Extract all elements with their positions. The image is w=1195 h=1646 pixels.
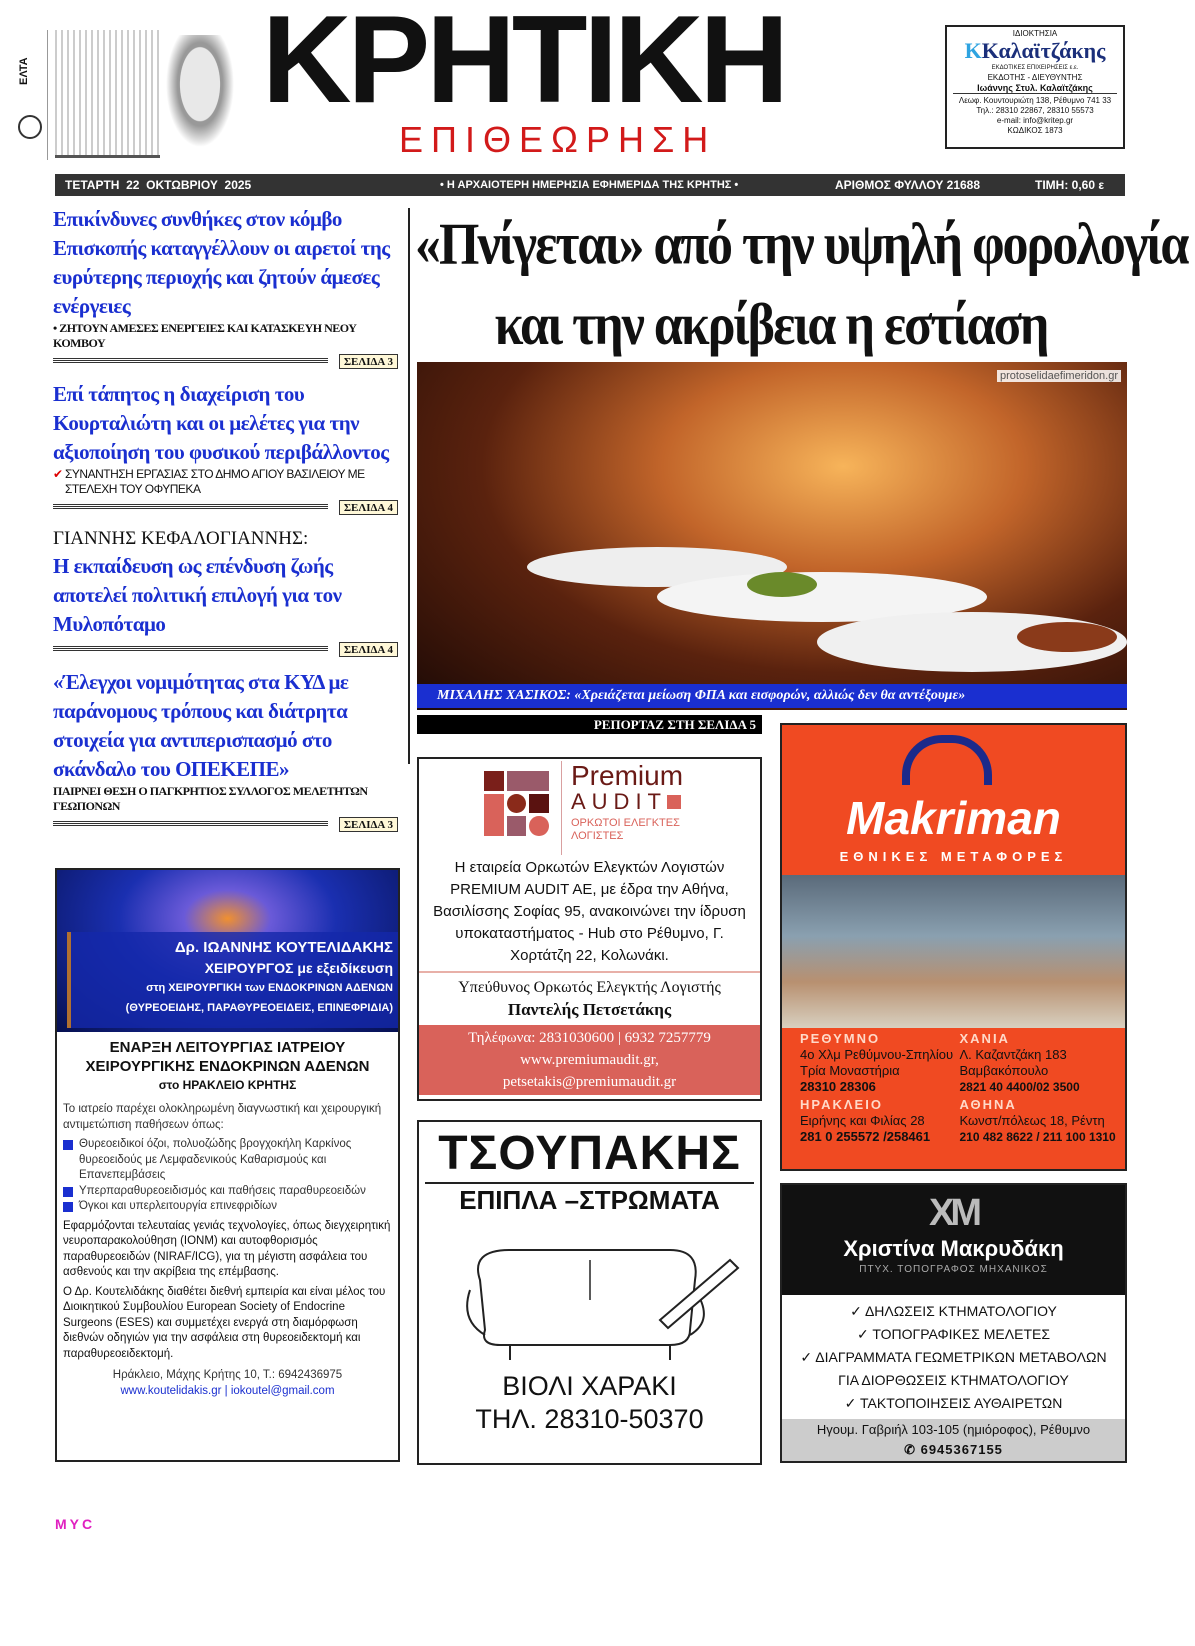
story-episkopi[interactable]: Επικίνδυνες συνθήκες στον κόμβο Επισκοπής καταγγέλλουν οι αιρετοί της ευρύτερης περιοχής και ζητούν άμεσες ενέργειες • ΖΗΤΟΥΝ ΑΜΕΣΕΣ ΕΝΕΡΓΕΙΕΣ ΚΑΙ ΚΑΤΑΣΚΕΥΗ ΝΕΟΥ ΚΟΜΒΟΥ ΣΕΛΙΔΑ 3 (53, 205, 398, 370)
ad-makriman[interactable]: Makriman ΕΘΝΙΚΕΣ ΜΕΤΑΦΟΡΕΣ ΡΕΘΥΜΝΟ 4ο Χλμ Ρεθύμνου-Σπηλίου Τρία Μοναστήρια 28310 28306 ΧΑΝΙΑ Λ. Καζαντζάκη 183 Βαμβακόπουλο 2821 40 4400/02 3500 ΗΡΑΚΛΕΙΟ Ειρήνης και Φιλίας 28 281 0 255572 /258461 ΑΘΗΝΑ Κωνστ/πόλεως 18, Ρέντη 210 482 8622 / 211 100 1310 (780, 723, 1127, 1171)
report-page-bar[interactable]: ΡΕΠΟΡΤΑΖ ΣΤΗ ΣΕΛΙΔΑ 5 (417, 715, 762, 734)
church-illustration (55, 30, 160, 158)
left-stories (53, 205, 398, 843)
thyroid-banner: Δρ. ΙΩΑΝΝΗΣ ΚΟΥΤΕΛΙΔΑΚΗΣ ΧΕΙΡΟΥΡΓΟΣ με εξειδίκευση στη ΧΕΙΡΟΥΡΓΙΚΗ των ΕΝΔΟΚΡΙΝΩΝ ΑΔΕΝΩΝ (ΘΥΡΕΟΕΙΔΗΣ, ΠΑΡΑΘΥΡΕΟΕΙΔΕΙΣ, ΕΠΙΝΕΦΡΙΔΙΑ) (57, 870, 398, 1032)
sofa-sketch-icon (440, 1220, 740, 1370)
branch-chania: ΧΑΝΙΑ Λ. Καζαντζάκη 183 Βαμβακόπουλο 2821 40 4400/02 3500 (959, 1031, 1080, 1094)
main-headline[interactable]: «Πνίγεται» από την υψηλή φορολογία και την ακρίβεια η εστίαση (415, 211, 1188, 358)
ad-premium-audit[interactable]: Premium AUDIT ΟΡΚΩΤΟΙ ΕΛΕΓΚΤΕΣ ΛΟΓΙΣΤΕΣ Η εταιρεία Ορκωτών Ελεγκτών Λογιστών PREMIUM AUDIT AE, με έδρα την Αθήνα, Βασιλίσσης Σοφίας 95, ανακοινώνει την ίδρυση υποκαταστήματος - Hub στο Ρέθυμνο, Γ. Χορτάτζη 22, Κολωνάκι. Υπεύθυνος Ορκωτός Ελεγκτής Λογιστής Παντελής Πετσετάκης Τηλέφωνα: 2831030600 | 6932 7257779 www.premiumaudit.gr, petsetakis@premiumaudit.gr (417, 757, 762, 1101)
doctor-website[interactable]: www.koutelidakis.gr | iokoutel@gmail.com (120, 1384, 335, 1397)
branch-athens: ΑΘΗΝΑ Κωνστ/πόλεως 18, Ρέντη 210 482 8622 / 211 100 1310 (959, 1097, 1116, 1144)
warehouse-photo (782, 875, 1125, 1028)
price: ΤΙΜΗ: 0,60 ε (1035, 178, 1105, 192)
ad-tsoupakis[interactable]: ΤΣΟΥΠΑΚΗΣ ΕΠΙΠΛΑ –ΣΤΡΩΜΑΤΑ ΒΙΟΛΙ ΧΑΡΑΚΙ ΤΗΛ. 28310-50370 (417, 1120, 762, 1465)
story-opekepe[interactable]: «Έλεγχοι νομιμότητας στα ΚΥΔ με παράνομους τρόπους και διάτρητα στοιχεία για αντιπερισπασμό στο σκάνδαλο του ΟΠΕΚΕΠΕ» ΠΑΙΡΝΕΙ ΘΕΣΗ Ο ΠΑΓΚΡΗΤΙΟΣ ΣΥΛΛΟΓΟΣ ΜΕΛΕΤΗΤΩΝ ΓΕΩΠΟΝΩΝ ΣΕΛΙΔΑ 3 (53, 668, 398, 833)
bullet-square-icon (63, 1202, 73, 1212)
ad-koutelidakis[interactable]: Δρ. ΙΩΑΝΝΗΣ ΚΟΥΤΕΛΙΔΑΚΗΣ ΧΕΙΡΟΥΡΓΟΣ με εξειδίκευση στη ΧΕΙΡΟΥΡΓΙΚΗ των ΕΝΔΟΚΡΙΝΩΝ ΑΔΕΝΩΝ (ΘΥΡΕΟΕΙΔΗΣ, ΠΑΡΑΘΥΡΕΟΕΙΔΕΙΣ, ΕΠΙΝΕΦΡΙΔΙΑ) ΕΝΑΡΞΗ ΛΕΙΤΟΥΡΓΙΑΣ ΙΑΤΡΕΙΟΥ ΧΕΙΡΟΥΡΓΙΚΗΣ ΕΝΔΟΚΡΙΝΩΝ ΑΔΕΝΩΝ στο ΗΡΑΚΛΕΙΟ ΚΡΗΤΗΣ Το ιατρείο παρέχει ολοκληρωμένη διαγνωστική και χειρουργική αντιμετώπιση παθήσεων όπως: Θυρεοειδικοί όζοι, πολυοζώδης βρογχοκήλη Καρκίνος θυρεοειδούς με Λεμφαδενικούς Καθαρισμούς και Επανεπεμβάσεις Υπερπαραθυρεοειδισμός και παθήσεις παραθυρεοειδών Όγκοι και υπερλειτουργία επινεφριδίων Εφαρμόζονται τελευταίας γενιάς τεχνολογίες, όπως διεγχειρητική νευροπαρακολούθηση (IONM) και αυτοφθορισμός παραθυρεοειδών (NIRAF/ICG), για τη μέγιστη ασφάλεια του ασθενούς και την ακρίβεια της επέμβασης. Ο Δρ. Κουτελιδάκης διαθέτει διεθνή εμπειρία και είναι μέλος του Διοικητικού Συμβουλίου European Society of Endocrine Surgeons (ESES) και συμμετέχει ενεργά στη διαμόρφωση διεθνών οδηγιών για την ασφάλεια στη θυρεοειδεκτομή και παραθυρεοειδεκτομή. Ηράκλειο, Μάχης Κρήτης 10, Τ.: 6942436975 www.koutelidakis.gr | iokoutel@gmail.com (55, 868, 400, 1462)
print-marks: MYC (55, 1516, 96, 1532)
bullet-square-icon (63, 1140, 73, 1150)
issue-date: ΤΕΤΑΡΤΗ 22 ΟΚΤΩΒΡΙΟΥ 2025 (65, 178, 252, 192)
xm-logo: XM (929, 1192, 978, 1234)
watermark: protoselidaefimeridon.gr (997, 370, 1121, 382)
masthead-title: ΚΡΗΤΙΚΗ (262, 0, 786, 129)
story-kourtaliotis[interactable]: Επί τάπητος η διαχείριση του Κουρταλιώτη και οι μελέτες για την αξιοποίηση του φυσικού περιβάλλοντος ✔ ΣΥΝΑΝΤΗΣΗ ΕΡΓΑΣΙΑΣ ΣΤΟ ΔΗΜΟ ΑΓΙΟΥ ΒΑΣΙΛΕΙΟΥ ΜΕ ΣΤΕΛΕΧΗ ΤΟΥ ΟΦΥΠΕΚΑ ΣΕΛΙΔΑ 4 (53, 380, 398, 516)
issue-number: ΑΡΙΘΜΟΣ ΦΥΛΛΟΥ 21688 (835, 178, 981, 192)
check-icon: ✔ (53, 467, 63, 481)
branch-heraklion: ΗΡΑΚΛΕΙΟ Ειρήνης και Φιλίας 28 281 0 255572 /258461 (800, 1097, 931, 1144)
date-bar: ΤΕΤΑΡΤΗ 22 ΟΚΤΩΒΡΙΟΥ 2025 • Η ΑΡΧΑΙΟΤΕΡΗ ΗΜΕΡΗΣΙΑ ΕΦΗΜΕΡΙΔΑ ΤΗΣ ΚΡΗΤΗΣ • ΑΡΙΘΜΟΣ ΦΥΛΛΟΥ 21688 ΤΙΜΗ: 0,60 ε (55, 174, 1125, 196)
branch-rethymno: ΡΕΘΥΜΝΟ 4ο Χλμ Ρεθύμνου-Σπηλίου Τρία Μοναστήρια 28310 28306 (800, 1031, 954, 1094)
ad-makrydaki[interactable]: XM Χριστίνα Μακρυδάκη ΠΤΥΧ. ΤΟΠΟΓΡΑΦΟΣ ΜΗΧΑΝΙΚΟΣ ✓ ΔΗΛΩΣΕΙΣ ΚΤΗΜΑΤΟΛΟΓΙΟΥ ✓ ΤΟΠΟΓΡΑΦΙΚΕΣ ΜΕΛΕΤΕΣ ✓ ΔΙΑΓΡΑΜΜΑΤΑ ΓΕΩΜΕΤΡΙΚΩΝ ΜΕΤΑΒΟΛΩΝ ΓΙΑ ΔΙΟΡΘΩΣΕΙΣ ΚΤΗΜΑΤΟΛΟΓΙΟΥ ✓ ΤΑΚΤΟΠΟΙΗΣΕΙΣ ΑΥΘΑΙΡΕΤΩΝ Ηγουμ. Γαβριήλ 103-105 (ημιόροφος), Ρέθυμνο ✆ 6945367155 (780, 1183, 1127, 1463)
restaurant-photo (417, 362, 1127, 710)
portrait-illustration (160, 35, 240, 158)
story-kefalogiannis[interactable]: ΓΙΑΝΝΗΣ ΚΕΦΑΛΟΓΙΑΝΝΗΣ: Η εκπαίδευση ως επένδυση ζωής αποτελεί πολιτική επιλογή για τον Μυλοπόταμο ΣΕΛΙΔΑ 4 (53, 526, 398, 658)
owner-box: ΙΔΙΟΚΤΗΣΙΑ KΚαλαϊτζάκης ΕΚΔΟΤΙΚΕΣ ΕΠΙΧΕΙΡΗΣΕΙΣ ε.ε. ΕΚΔΟΤΗΣ - ΔΙΕΥΘΥΝΤΗΣ Ιωάννης Στυλ. Καλαϊτζάκης Λεωφ. Κουντουριώτη 138, Ρέθυμνο 741 33 Τηλ.: 28310 22867, 28310 55573 e-mail: info@kritep.gr ΚΩΔΙΚΟΣ 1873 (945, 25, 1125, 149)
elta-mark: ΕΛΤΑ (14, 30, 48, 160)
column-divider (408, 208, 410, 764)
bullet-square-icon (63, 1187, 73, 1197)
makriman-logo-icon (902, 735, 992, 785)
premium-audit-logo (484, 771, 549, 836)
photo-caption: ΜΙΧΑΛΗΣ ΧΑΣΙΚΟΣ: «Χρειάζεται μείωση ΦΠΑ και εισφορών, αλλιώς δεν θα αντέξουμε» (417, 684, 1127, 708)
masthead-subtitle: ΕΠΙΘΕΩΡΗΣΗ (399, 119, 717, 160)
publisher-logo: KΚαλαϊτζάκης (964, 38, 1106, 63)
